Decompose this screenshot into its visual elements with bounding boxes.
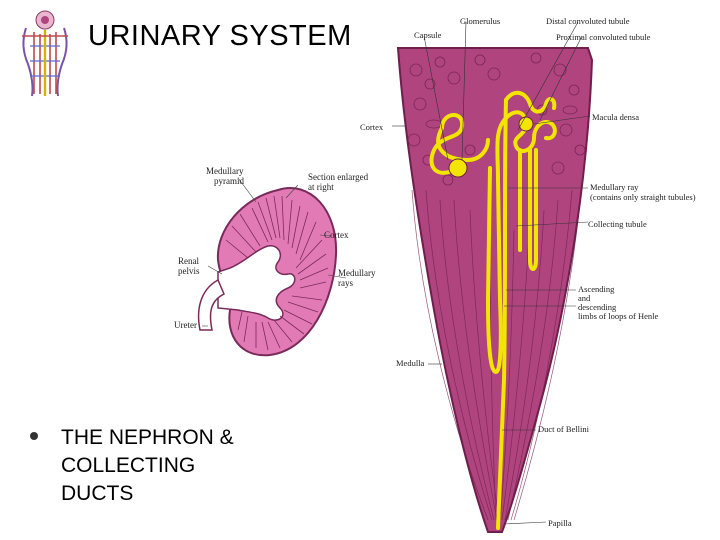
label-descending: descending (578, 302, 617, 312)
label-medullary-rays: Medullary (338, 268, 376, 278)
label-and: and (578, 293, 591, 303)
label-glomerulus: Glomerulus (460, 16, 501, 26)
label-medullary-pyramid-2: pyramid (214, 176, 244, 186)
page-title: URINARY SYSTEM (88, 20, 352, 52)
label-section-enlarged: Section enlarged (308, 172, 369, 182)
label-medulla: Medulla (396, 358, 425, 368)
label-cortex-kidney: Cortex (324, 230, 349, 240)
bullet-text: THE NEPHRON & COLLECTING DUCTS (61, 426, 234, 505)
label-renal-pelvis-2: pelvis (178, 266, 200, 276)
label-ureter: Ureter (174, 320, 197, 330)
label-ascending: Ascending (578, 284, 615, 294)
label-macula-densa: Macula densa (592, 112, 639, 122)
label-papilla: Papilla (548, 518, 572, 528)
label-collecting-tubule: Collecting tubule (588, 219, 647, 229)
label-limbs-henle: limbs of loops of Henle (578, 311, 659, 321)
label-capsule: Capsule (414, 30, 442, 40)
label-duct-of-bellini: Duct of Bellini (538, 424, 589, 434)
leader-papilla (504, 522, 546, 524)
label-proximal-tubule: Proximal convoluted tubule (556, 32, 651, 42)
label-distal-tubule: Distal convoluted tubule (546, 16, 630, 26)
label-medullary-rays-2: rays (338, 278, 353, 288)
glomerulus-left (449, 159, 467, 177)
nephron-section-diagram (330, 0, 720, 540)
bullet-dot (30, 432, 38, 440)
label-cortex: Cortex (360, 122, 384, 132)
label-renal-pelvis: Renal (178, 256, 199, 266)
urinary-system-icon (14, 6, 76, 98)
label-medullary-ray-2: (contains only straight tubules) (590, 192, 696, 202)
label-section-enlarged-2: at right (308, 182, 334, 192)
label-medullary-pyramid: Medullary (206, 166, 244, 176)
label-medullary-ray: Medullary ray (590, 182, 639, 192)
